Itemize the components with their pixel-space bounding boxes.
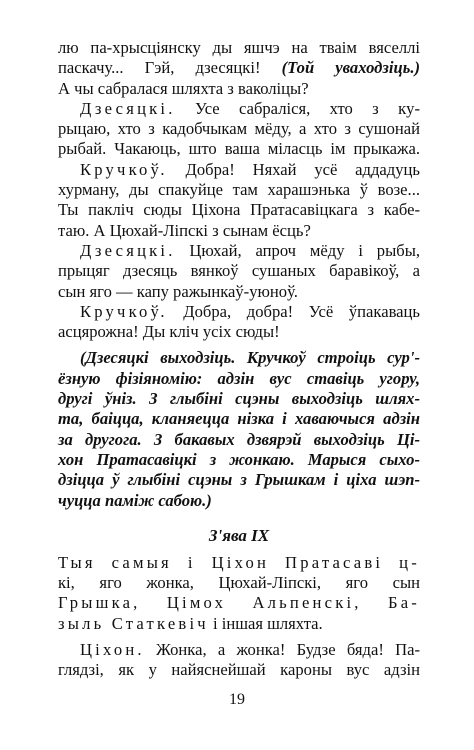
text-line: за другога. З бакавых дзвярэй выходзіць Ці- — [58, 429, 420, 449]
text-line: асцярожна! Ды кліч усіх сюды! — [58, 322, 280, 342]
text-line — [58, 302, 420, 322]
text-span: Добра, добра! Усё ўпакаваць — [167, 301, 420, 321]
speaker-name: Дзесяцкі. — [80, 98, 176, 118]
text-line: кі, яго жонка, Цюхай-Лiпскі, яго сын — [58, 573, 420, 593]
text-span: паскачу... Гэй, дзесяцкі! — [58, 58, 282, 78]
text-span: Добра! Няхай усё аддадуць — [167, 159, 420, 179]
speaker-name: Кручкоў. — [80, 159, 168, 179]
text-line: хурману, ды спакуйце там харашэнька ў возе... — [58, 180, 420, 200]
text-line: та, баіцца, кланяецца нізка і хаваючыся адзін — [58, 409, 420, 429]
spacer — [58, 511, 420, 525]
text-span: Усе сабраліся, хто з кy- — [175, 98, 420, 118]
text-span: Жонка, а жонка! Будзе бяда! Па- — [144, 640, 420, 660]
text-span: Цюхай, апроч мёду і рыбы, — [175, 240, 420, 260]
scene-heading: З'ява IX — [208, 525, 270, 545]
text-line: другі ўніз. З глыбіні сцэны выходзіць шлях- — [58, 389, 420, 409]
text-line — [58, 241, 420, 261]
speaker-name: Кручкоў. — [80, 301, 168, 321]
text-line — [58, 593, 420, 613]
stage-direction-block — [58, 348, 420, 510]
text-line: хон Пратасавіцкі з жонкаю. Марыся сыхо- — [58, 449, 420, 469]
text-line: сын яго — капу ражынкаў-уюноў. — [58, 281, 298, 301]
text-line: Ты пакліч сюды Ціхона Пратасавіцкага з кабе- — [58, 200, 420, 220]
text-line — [58, 553, 420, 573]
text-span: і іншая шляхта. — [208, 613, 323, 633]
text-line: ёзную фізіяномію: адзін вус ставіць угору, — [58, 368, 420, 388]
text-line — [58, 640, 420, 660]
text-line: лю па-хрысціянску ды яшчэ на тваім вяселлі — [58, 38, 420, 57]
stage-direction: (Той уваходзіць.) — [281, 58, 420, 78]
text-line: (Дзесяцкі выходзіць. Кручкоў строіць сур'- — [80, 348, 420, 368]
cast-list: Тыя самыя і Ціхон Пратасаві ц- — [58, 552, 420, 572]
cast-list: Грышка, Цімох Альпенскі, Ба- — [58, 593, 420, 613]
text-line — [58, 99, 420, 119]
speaker-name: Ціхон. — [80, 640, 145, 660]
text-line — [58, 614, 420, 634]
page-text — [58, 38, 420, 681]
cast-list: зыль Статкевіч — [58, 613, 209, 633]
text-line: таю. А Цюхай-Лiпскі з сынам ёсць? — [58, 220, 311, 240]
text-line: рыцаю, хто з кадобчыкам мёду, а хто з сушонай — [58, 119, 420, 139]
text-line — [58, 58, 420, 78]
text-line: глядзі, як у найяснейшай кароны вус адзін — [58, 660, 420, 680]
text-line: дзіцца ў глыбіні сцэны з Грышкам і ціха шэп- — [58, 470, 420, 490]
text-line: А чы сабралася шляхта з ваколіцы? — [58, 78, 309, 98]
speaker-name: Дзесяцкі. — [80, 240, 176, 260]
text-line: чуцца паміж сабою.) — [58, 490, 212, 510]
text-line: рыбай. Чакаюць, што ваша міласць ім прыкажа. — [58, 139, 420, 159]
page-number: 19 — [229, 691, 245, 708]
text-line: прыцяг дзесяць вянкоў сушаных баравікоў, а — [58, 261, 420, 281]
text-line — [58, 160, 420, 180]
